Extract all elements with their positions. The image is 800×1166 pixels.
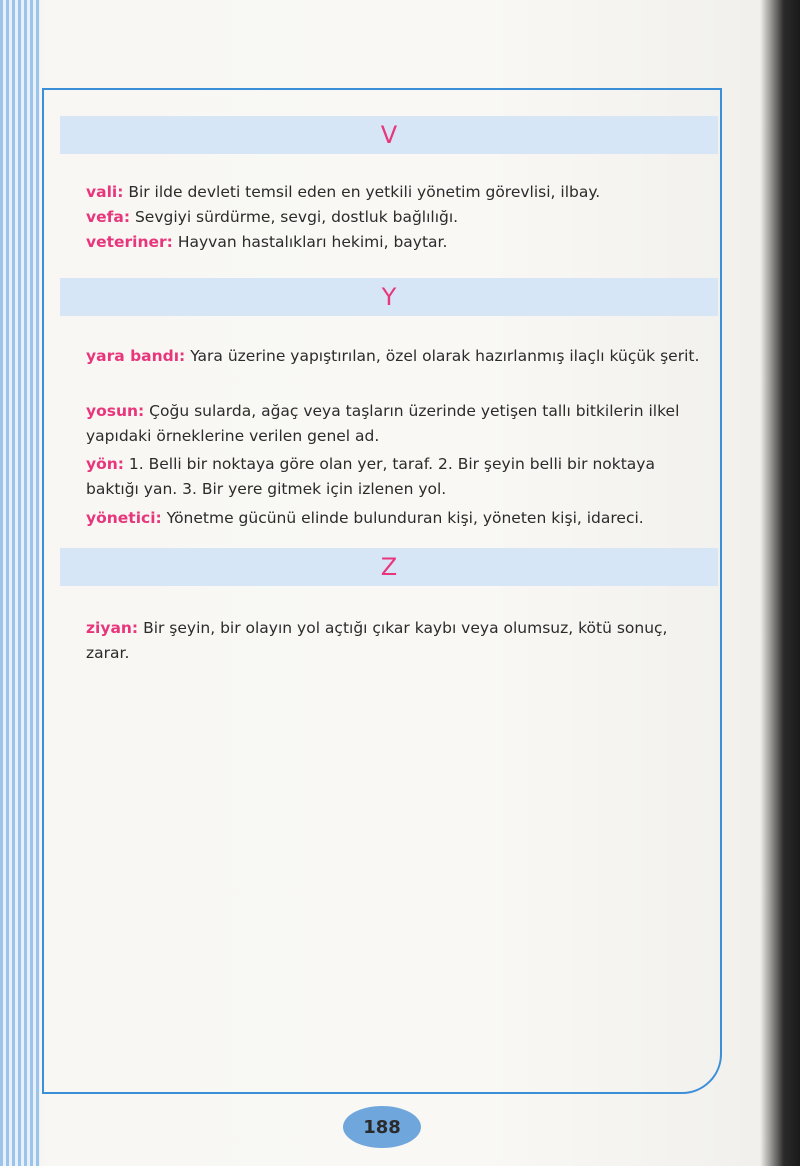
entry-ziyan — [86, 616, 706, 666]
entry-term: vefa: — [86, 208, 131, 226]
entry-definition: Sevgiyi sürdürme, sevgi, dostluk bağlılığı. — [130, 208, 459, 226]
entry-definition: Bir şeyin, bir olayın yol açtığı çıkar kaybı veya olumsuz, kötü sonuç, zarar. — [86, 619, 668, 662]
section-header-v — [60, 116, 718, 154]
entry-definition: Yönetme gücünü elinde bulunduran kişi, yöneten kişi, idareci. — [161, 509, 644, 527]
entry-definition: Hayvan hastalıkları hekimi, baytar. — [172, 233, 448, 251]
entry-term: vali: — [86, 183, 124, 201]
entry-vali — [86, 180, 706, 205]
section-letter: Z — [380, 553, 398, 581]
entry-yon — [86, 452, 706, 502]
section-header-z — [60, 548, 718, 586]
entry-term: veteriner: — [86, 233, 173, 251]
entry-term: yön: — [86, 455, 124, 473]
entry-term: ziyan: — [86, 619, 139, 637]
entry-definition: Çoğu sularda, ağaç veya taşların üzerinde yetişen tallı bitkilerin ilkel yapıdaki örneklerine verilen genel ad. — [86, 402, 680, 445]
entry-definition: 1. Belli bir noktaya göre olan yer, taraf. 2. Bir şeyin belli bir noktaya baktığı yan. 3. Bir yere gitmek için izlenen yol. — [86, 455, 655, 498]
entry-yosun — [86, 399, 706, 449]
book-spine — [0, 0, 40, 1166]
entry-term: yönetici: — [86, 509, 162, 527]
entry-yara-bandi — [86, 344, 706, 369]
section-letter: Y — [381, 283, 397, 311]
page-number: 188 — [343, 1106, 421, 1148]
entry-definition: Yara üzerine yapıştırılan, özel olarak hazırlanmış ilaçlı küçük şerit. — [185, 347, 700, 365]
entry-veteriner — [86, 230, 706, 255]
section-letter: V — [380, 121, 398, 149]
entry-yonetici — [86, 506, 706, 531]
entry-term: yosun: — [86, 402, 145, 420]
entry-vefa — [86, 205, 706, 230]
entry-definition: Bir ilde devleti temsil eden en yetkili yönetim görevlisi, ilbay. — [123, 183, 601, 201]
entry-term: yara bandı: — [86, 347, 186, 365]
section-header-y — [60, 278, 718, 316]
